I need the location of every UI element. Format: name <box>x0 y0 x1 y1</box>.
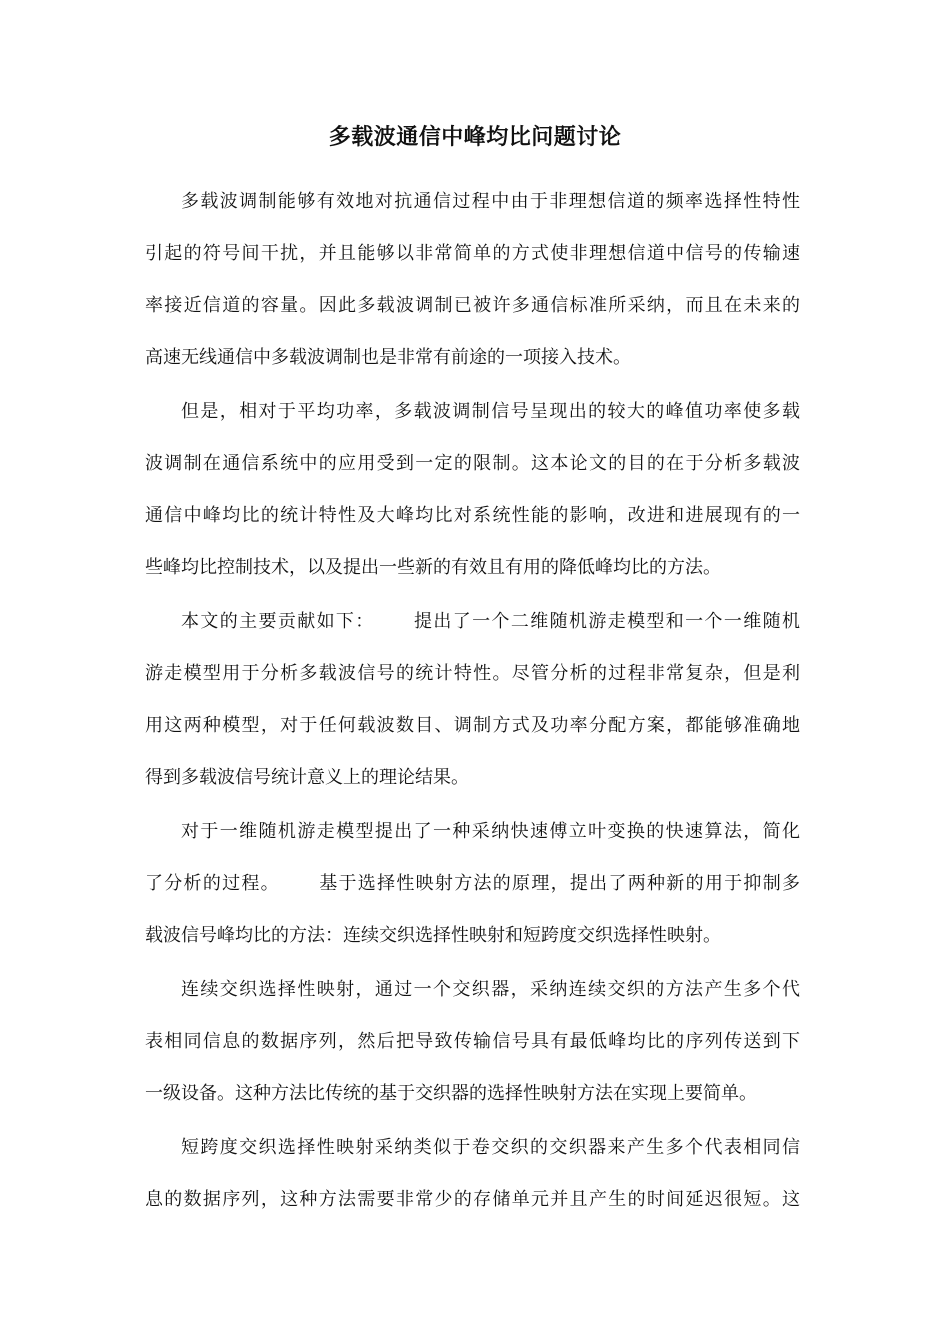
paragraph-1 <box>145 176 800 384</box>
paragraph-line: 些峰均比控制技术，以及提出一些新的有效且有用的降低峰均比的方法。 <box>145 557 721 578</box>
paragraph-line: 游走模型用于分析多载波信号的统计特性。尽管分析的过程非常复杂，但是利 <box>145 663 800 684</box>
paragraph-line: 通信中峰均比的统计特性及大峰均比对系统性能的影响，改进和进展现有的一 <box>145 505 800 526</box>
paragraph-segment: 提出了一个二维随机游走模型和一个一维随机 <box>412 611 801 632</box>
paragraph-line: 载波信号峰均比的方法：连续交织选择性映射和短跨度交织选择性映射。 <box>145 925 721 946</box>
paragraph-5 <box>145 964 800 1120</box>
paragraph-line: 多载波调制能够有效地对抗通信过程中由于非理想信道的频率选择性特性 <box>181 191 800 212</box>
paragraph-segment: 本文的主要贡献如下： <box>181 611 375 632</box>
paragraph-line: 短跨度交织选择性映射采纳类似于卷交织的交织器来产生多个代表相同信 <box>181 1137 800 1158</box>
paragraph-line: 表相同信息的数据序列，然后把导致传输信号具有最低峰均比的序列传送到下 <box>145 1031 800 1052</box>
paragraph-line: 引起的符号间干扰，并且能够以非常简单的方式使非理想信道中信号的传输速 <box>145 243 800 264</box>
paragraph-line: 连续交织选择性映射，通过一个交织器，采纳连续交织的方法产生多个代 <box>181 979 800 1000</box>
paragraph-line: 波调制在通信系统中的应用受到一定的限制。这本论文的目的在于分析多载波 <box>145 453 800 474</box>
paragraph-line: 得到多载波信号统计意义上的理论结果。 <box>145 767 469 788</box>
paragraph-segment: 基于选择性映射方法的原理，提出了两种新的用于抑制多 <box>317 873 800 894</box>
paragraph-line: 息的数据序列，这种方法需要非常少的存储单元并且产生的时间延迟很短。这 <box>145 1189 800 1210</box>
paragraph-line: 一级设备。这种方法比传统的基于交织器的选择性映射方法在实现上要简单。 <box>145 1083 757 1104</box>
paragraph-4 <box>145 806 800 962</box>
paragraph-segment: 了分析的过程。 <box>145 873 280 894</box>
paragraph-line: 但是，相对于平均功率，多载波调制信号呈现出的较大的峰值功率使多载 <box>181 401 800 422</box>
paragraph-line <box>145 596 800 648</box>
paragraph-3 <box>145 596 800 804</box>
paragraph-line <box>145 858 800 910</box>
paragraph-6 <box>145 1122 800 1226</box>
paragraph-2 <box>145 386 800 594</box>
document-title: 多载波通信中峰均比问题讨论 <box>328 124 622 150</box>
paragraph-line: 对于一维随机游走模型提出了一种采纳快速傅立叶变换的快速算法，简化 <box>181 821 800 842</box>
paragraph-line: 用这两种模型，对于任何载波数目、调制方式及功率分配方案，都能够准确地 <box>145 715 800 736</box>
paragraph-line: 高速无线通信中多载波调制也是非常有前途的一项接入技术。 <box>145 347 631 368</box>
paragraph-line: 率接近信道的容量。因此多载波调制已被许多通信标准所采纳，而且在未来的 <box>145 295 800 316</box>
